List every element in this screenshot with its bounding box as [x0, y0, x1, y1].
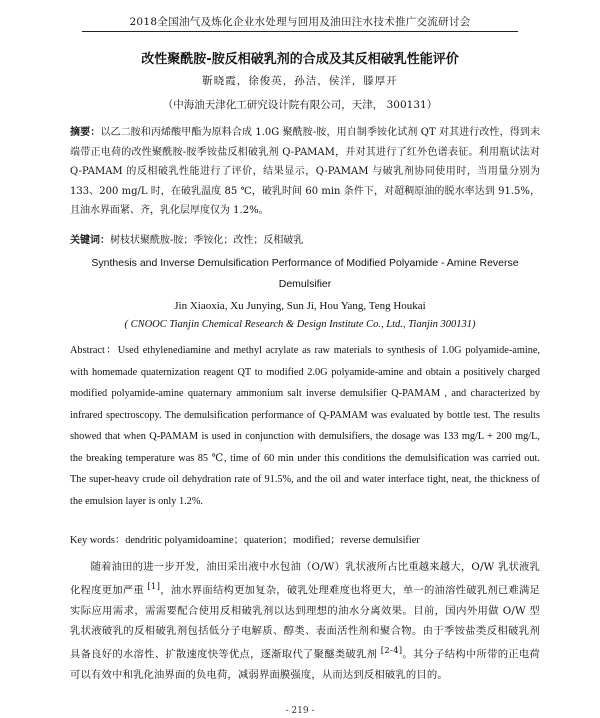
- abstract-cn: [70, 123, 540, 221]
- header-rule: [82, 31, 518, 32]
- body-text-3: 。其分子结构中所带的正电荷可以有效中和乳化油界面的负电荷，减弱界面膜强度，从而达到反相破乳的目的。: [70, 648, 540, 681]
- keywords-cn-label: 关键词：: [70, 235, 110, 246]
- keywords-en-text: dendritic polyamidoamine；quaterion；modified；reverse demulsifier: [125, 535, 420, 546]
- abstract-cn-text: 以乙二胺和丙烯酸甲酯为原料合成 1.0G 聚酰胺-胺，用自制季铵化试剂 QT 对其进行改性，得到末端带正电荷的改性聚酰胺-胺季铵盐反相破乳剂 Q-PAMAM，并对其进行了红外色谱表征。利用瓶试法对 Q-PAMAM 的反相破乳性能进行了评价，结果显示，Q-PAMAM 与破乳剂协同使用时，当用量分别为 133、200 mg/L 时，在破乳温度 85 ℃，破乳时间 60 min 条件下，对超稠原油的脱水率达到 91.5%，且油水界面紧、齐，乳化层厚度仅为 1.2%。: [70, 127, 540, 216]
- affiliation-en: ( CNOOC Tianjin Chemical Research & Design Institute Co., Ltd., Tianjin 300131): [124, 319, 476, 330]
- abstract-en-label: Abstract：: [70, 345, 118, 356]
- abstract-cn-label: 摘要：: [70, 127, 101, 138]
- body-text-1: 随着油田的进一步开发，油田采出液中水包油（O/W）乳状液所占比重越来越大，O/W 乳状液乳化程度更加严重: [70, 561, 540, 597]
- citation-2: [2-4]: [380, 646, 403, 657]
- abstract-en-text: Used ethylenediamine and methyl acrylate as raw materials to synthesis of 1.0G polyamide-amine, with homemade quaternization reagent QT to modified 2.0G polyamide-amine and obtain a positively charged modified polyamide-amine quaternary ammonium salt inverse demulsifier Q-PAMAM , and characterized by infrared spectroscopy. The demulsification performance of Q-PAMAM was evaluated by bottle test. The results showed that when Q-PAMAM is used in conjunction with demulsifiers, the dosage was 133 mg/L + 200 mg/L, the breaking temperature was 85 ℃, time of 60 min under this conditions the demulsification was carried out. The super-heavy crude oil dehydration rate of 91.5%, and the oil and water interface tight, neat, the thickness of the emulsion layer is only 1.2%.: [70, 345, 540, 507]
- running-header: 2018全国油气及炼化企业水处理与回用及油田注水技术推广交流研讨会: [129, 16, 471, 28]
- paper-title-en: Synthesis and Inverse Demulsification Performance of Modified Polyamide - Amine Reverse Demulsifier: [91, 257, 519, 290]
- body-text-2: ，油水界面结构更加复杂，破乳处理难度也将更大，单一的油溶性破乳剂已难满足实际应用需求，需需要配合使用反相破乳剂以达到理想的油水分离效果。目前，国内外用做 O/W 型乳状液破乳的反相破乳剂包括低分子电解质、醇类、表面活性剂和聚合物。由于季铵盐类反相破乳剂具备良好的水溶性、扩散速度快等优点，逐渐取代了聚醚类破乳剂: [70, 584, 540, 661]
- page-number: - 219 -: [285, 706, 315, 716]
- affiliation-cn: （中海油天津化工研究设计院有限公司，天津， 300131）: [162, 99, 438, 111]
- abstract-en: [70, 340, 540, 512]
- citation-1: [1]: [147, 582, 161, 593]
- authors-cn: 靳晓霞，徐俊英，孙洁，侯洋，滕厚开: [202, 75, 398, 87]
- paper-title-cn: 改性聚酰胺-胺反相破乳剂的合成及其反相破乳性能评价: [141, 52, 459, 67]
- keywords-en-label: Key words：: [70, 535, 126, 546]
- keywords-cn-text: 树枝状聚酰胺-胺；季铵化；改性；反相破乳: [110, 235, 304, 246]
- body-paragraph: [70, 557, 540, 685]
- keywords-en: [70, 531, 540, 546]
- keywords-cn: [70, 231, 540, 246]
- authors-en: Jin Xiaoxia, Xu Junying, Sun Ji, Hou Yang, Teng Houkai: [174, 300, 426, 312]
